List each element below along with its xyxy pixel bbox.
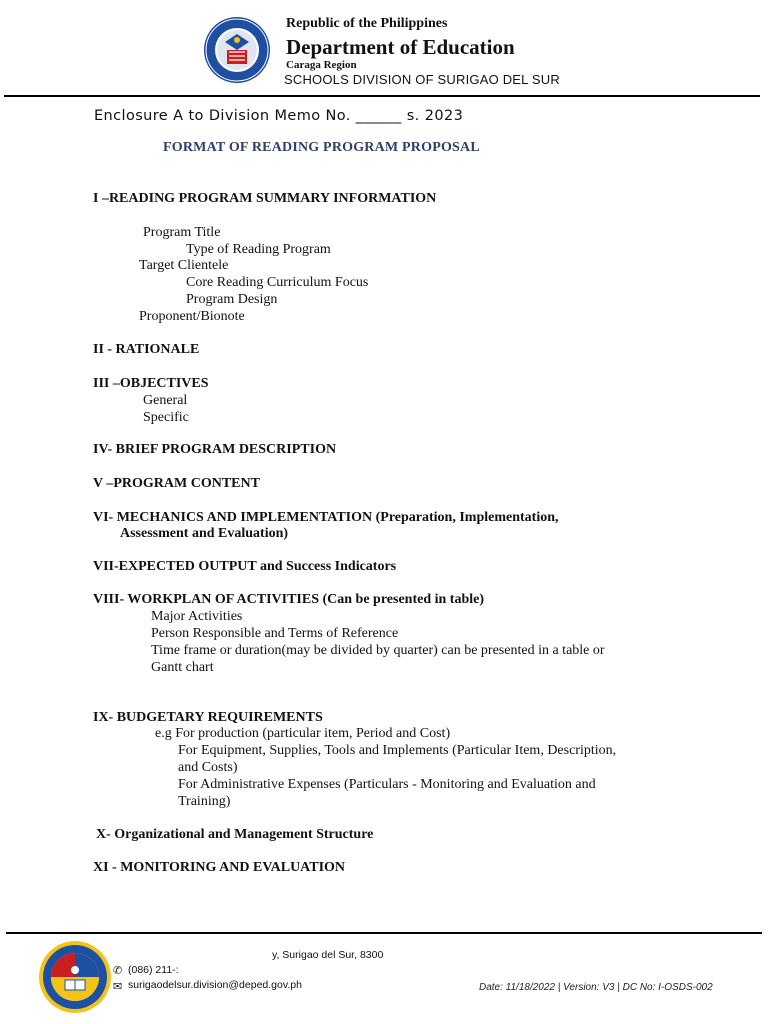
section-9-heading: IX- BUDGETARY REQUIREMENTS: [93, 710, 323, 725]
section-8-item: Major Activities: [151, 609, 243, 624]
section-10-heading: X- Organizational and Management Structure: [96, 827, 374, 842]
section-6-heading: VI- MECHANICS AND IMPLEMENTATION (Preparation, Implementation,: [93, 510, 559, 525]
header-divider: [4, 95, 760, 97]
section-8-item: Time frame or duration(may be divided by quarter) can be presented in a table or: [151, 643, 605, 658]
enclosure-line: Enclosure A to Division Memo No. ______ s. 2023: [94, 108, 464, 124]
section-9-item: For Equipment, Supplies, Tools and Implements (Particular Item, Description,: [178, 743, 617, 758]
footer-phone: (086) 211-:: [128, 964, 179, 976]
footer-divider: [6, 932, 762, 934]
deped-logo: [38, 940, 112, 1014]
section-4-heading: IV- BRIEF PROGRAM DESCRIPTION: [93, 442, 337, 457]
section-1-item: Target Clientele: [139, 258, 229, 273]
phone-icon: ✆: [113, 964, 123, 977]
section-3-item: Specific: [143, 410, 189, 425]
document-title: FORMAT OF READING PROGRAM PROPOSAL: [163, 140, 480, 155]
section-8-item: Gantt chart: [151, 660, 214, 675]
footer-address: y, Surigao del Sur, 8300: [272, 949, 384, 961]
header-department: Department of Education: [286, 35, 515, 59]
section-9-item: e.g For production (particular item, Period and Cost): [155, 726, 451, 741]
section-1-item: Core Reading Curriculum Focus: [186, 275, 369, 290]
section-6-heading-cont: Assessment and Evaluation): [120, 526, 289, 541]
section-8-item: Person Responsible and Terms of Reference: [151, 626, 399, 641]
section-5-heading: V –PROGRAM CONTENT: [93, 476, 260, 491]
footer-email[interactable]: surigaodelsur.division@deped.gov.ph: [128, 979, 302, 991]
section-1-item: Proponent/Bionote: [139, 309, 245, 324]
header-republic: Republic of the Philippines: [286, 16, 448, 31]
section-7-heading: VII-EXPECTED OUTPUT and Success Indicators: [93, 559, 397, 574]
deped-seal-logo: [203, 16, 271, 84]
section-8-heading: VIII- WORKPLAN OF ACTIVITIES (Can be presented in table): [93, 592, 485, 607]
header-region: Caraga Region: [286, 59, 357, 71]
section-11-heading: XI - MONITORING AND EVALUATION: [93, 860, 346, 875]
section-1-item: Program Title: [143, 225, 221, 240]
section-3-heading: III –OBJECTIVES: [93, 376, 209, 391]
footer-document-meta: Date: 11/18/2022 | Version: V3 | DC No: I-OSDS-002: [479, 982, 713, 993]
section-9-item: Training): [178, 794, 231, 809]
section-9-item: For Administrative Expenses (Particulars - Monitoring and Evaluation and: [178, 777, 596, 792]
section-1-item: Type of Reading Program: [186, 242, 331, 257]
section-9-item: and Costs): [178, 760, 238, 775]
header-division: SCHOOLS DIVISION OF SURIGAO DEL SUR: [284, 72, 560, 87]
section-1-heading: I –READING PROGRAM SUMMARY INFORMATION: [93, 191, 437, 206]
section-1-item: Program Design: [186, 292, 278, 307]
section-2-heading: II - RATIONALE: [93, 342, 200, 357]
section-3-item: General: [143, 393, 188, 408]
email-icon: ✉: [113, 980, 123, 993]
